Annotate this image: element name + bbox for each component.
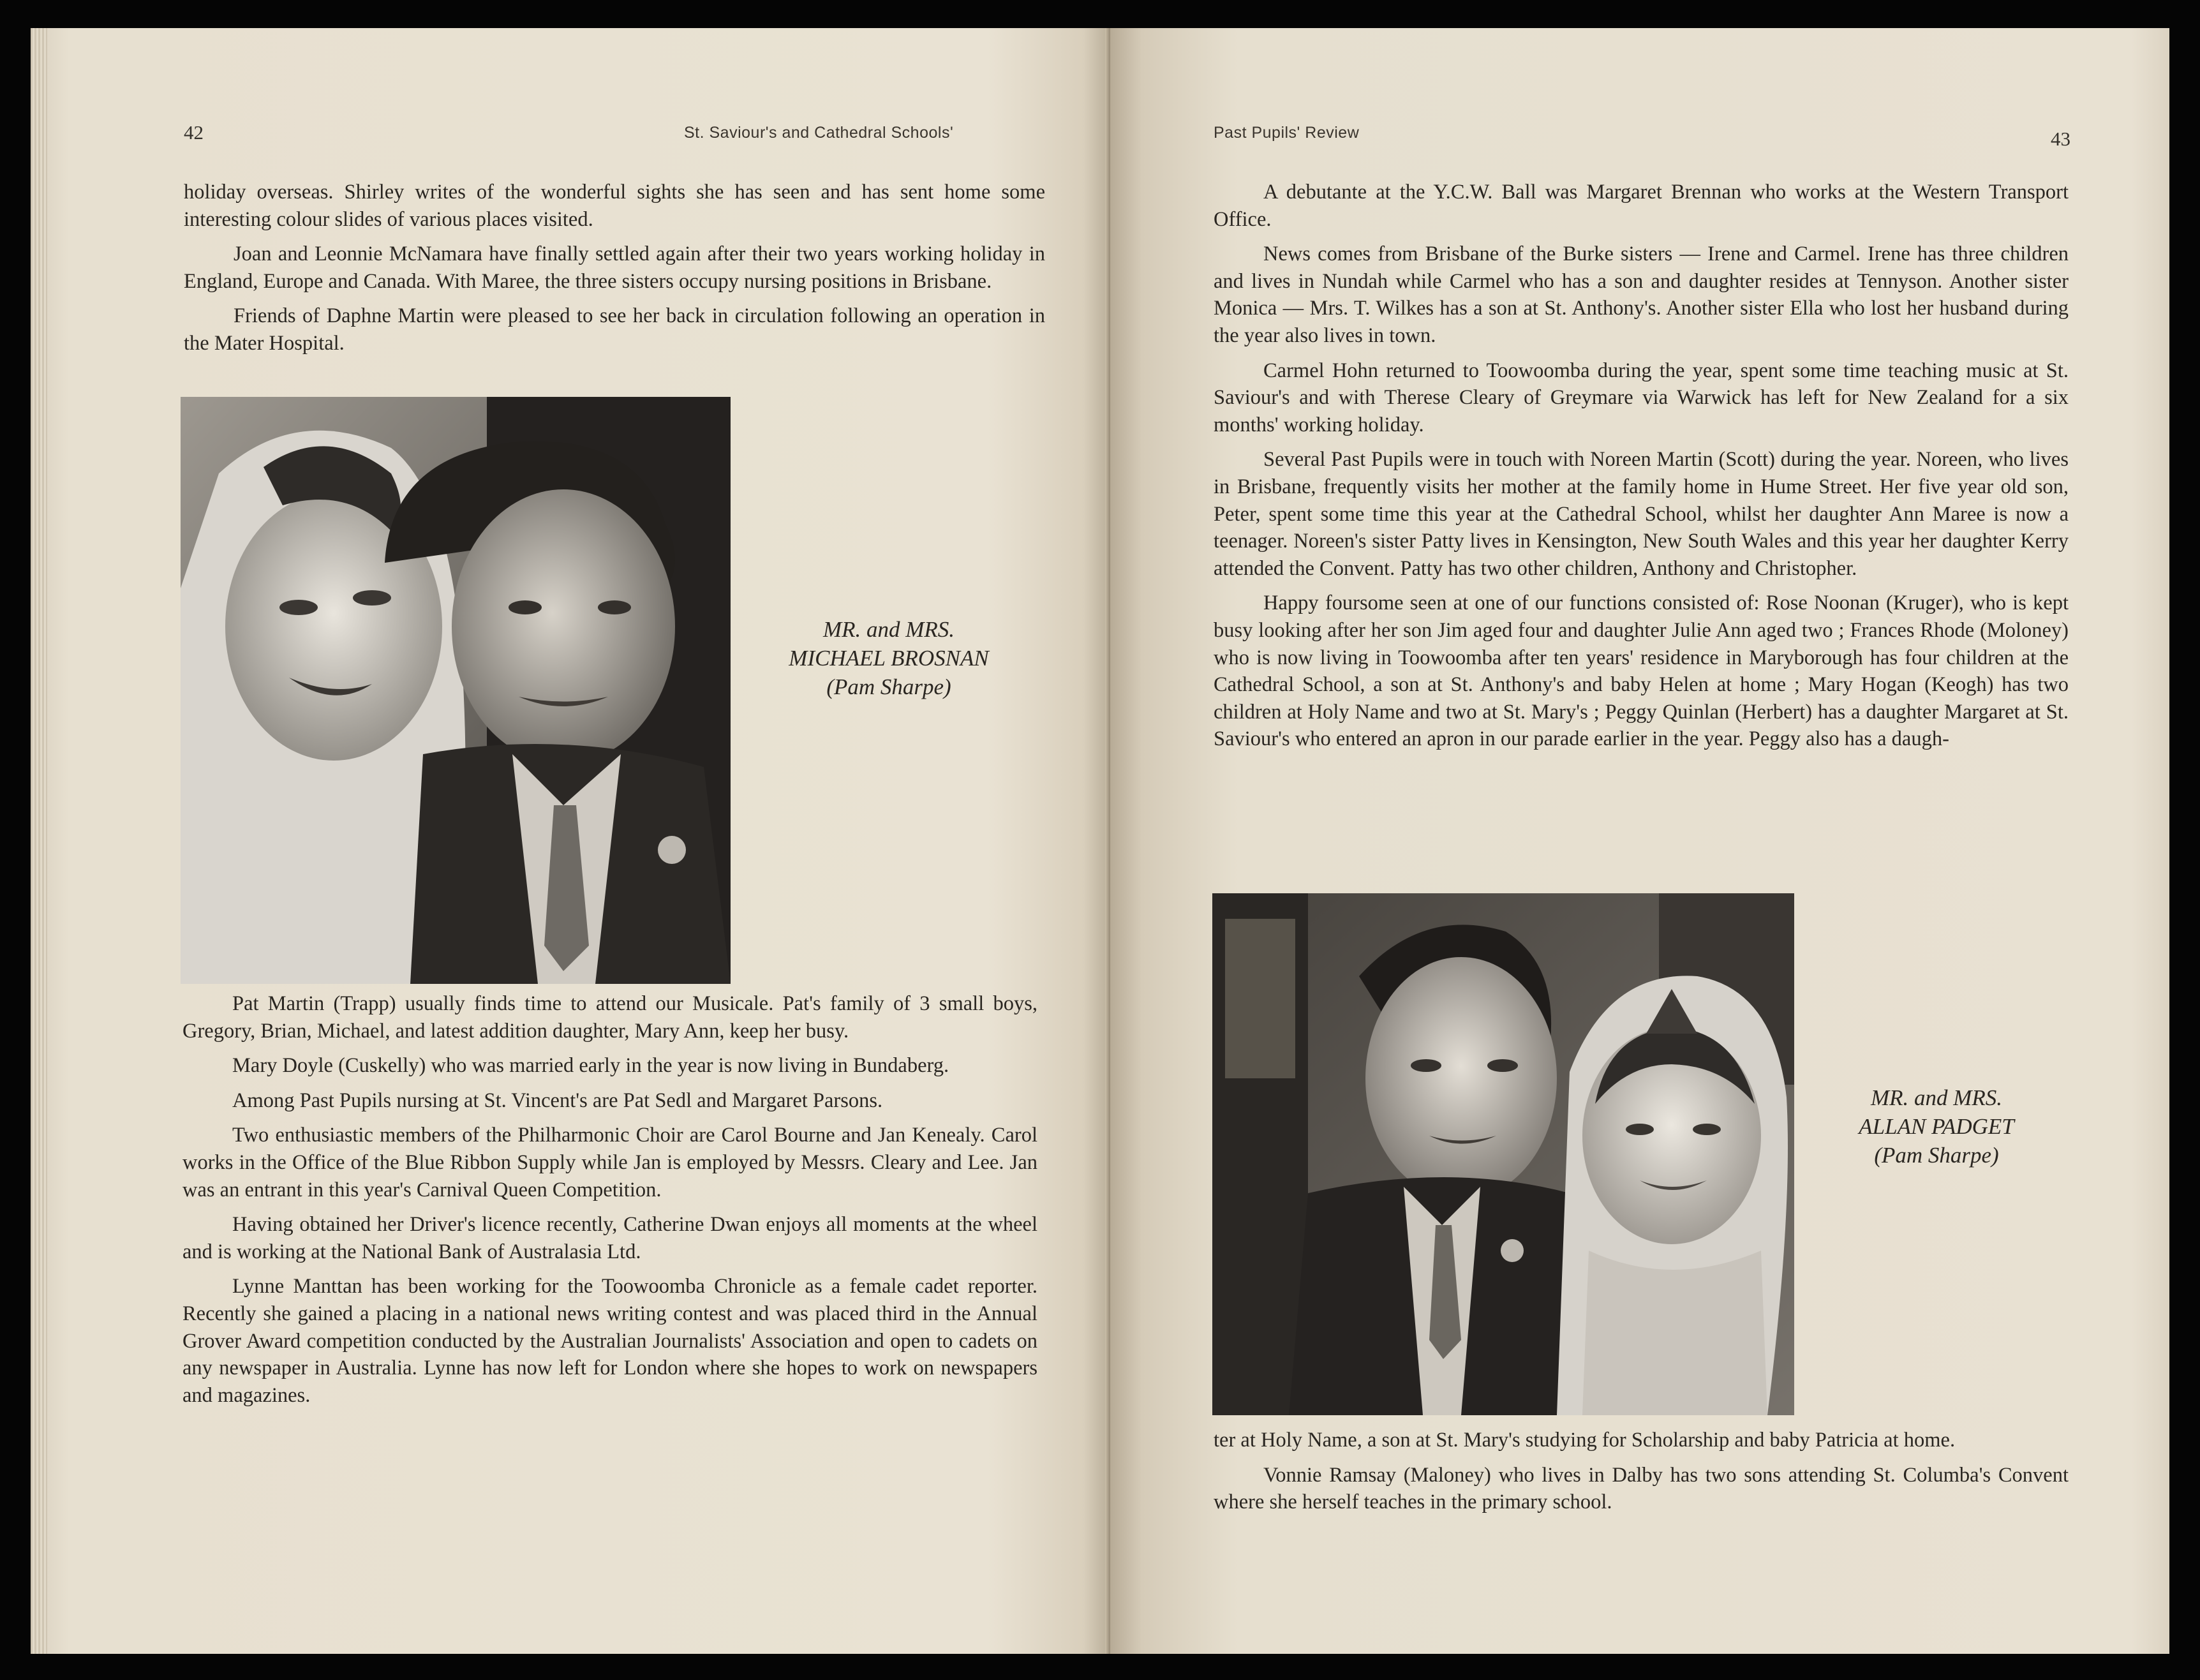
paragraph: Mary Doyle (Cuskelly) who was married early in the year is now living in Bundaberg. — [232, 1054, 949, 1078]
book-spread — [31, 28, 2169, 1654]
caption-line: MR. and MRS. — [822, 617, 955, 642]
paragraph: Two enthusiastic members of the Philharmonic Choir are Carol Bourne and Jan Kenealy. Carol works in the Office of the Blue Ribbon Supply while Jan is employed by Messrs. Cleary and Lee. Jan was an entrant in this year's Carnival Queen Competition. — [182, 1124, 1037, 1201]
photo-caption-brosnan — [736, 615, 1042, 701]
paragraph: Pat Martin (Trapp) usually finds time to attend our Musicale. Pat's family of 3 small boys, Gregory, Brian, Michael, and latest addition daughter, Mary Ann, keep her busy. — [182, 992, 1037, 1043]
running-head: Past Pupils' Review — [1214, 124, 1360, 142]
paragraph: A debutante at the Y.C.W. Ball was Margaret Brennan who works at the Western Transport Office. — [1214, 181, 2069, 231]
caption-line: (Pam Sharpe) — [826, 674, 951, 699]
caption-line: MICHAEL BROSNAN — [789, 646, 989, 671]
article-text-bottom — [182, 990, 1037, 1409]
article-text-bottom — [1214, 1427, 2069, 1516]
paragraph: Carmel Hohn returned to Toowoomba during the year, spent some time teaching music at St. Saviour's and with Therese Cleary of Greymare via Warwick has left for New Zealand for a six months' working holiday. — [1214, 359, 2069, 436]
left-page — [31, 28, 1110, 1654]
paragraph: Having obtained her Driver's licence recently, Catherine Dwan enjoys all moments at the wheel and is working at the National Bank of Australasia Ltd. — [182, 1213, 1037, 1263]
running-head: St. Saviour's and Cathedral Schools' — [684, 124, 954, 142]
paragraph: holiday overseas. Shirley writes of the wonderful sights she has seen and has sent home some interesting colour slides of various places visited. — [184, 181, 1045, 231]
paragraph: Friends of Daphne Martin were pleased to see her back in circulation following an operation in the Mater Hospital. — [184, 304, 1045, 355]
paragraph: Joan and Leonnie McNamara have finally settled again after their two years working holiday in England, Europe and Canada. With Maree, the three sisters occupy nursing positions in Brisbane. — [184, 242, 1045, 293]
caption-line: MR. and MRS. — [1870, 1085, 2003, 1110]
paragraph: News comes from Brisbane of the Burke sisters — Irene and Carmel. Irene has three children and lives in Nundah while Carmel who has a son and daughter resides at Tennyson. Another sister Monica — Mrs. T. Wilkes has a son at St. Anthony's. Another sister Ella who lost her husband during the year also lives in town. — [1214, 242, 2069, 347]
caption-line: (Pam Sharpe) — [1874, 1143, 1999, 1168]
paragraph: Among Past Pupils nursing at St. Vincent's are Pat Sedl and Margaret Parsons. — [232, 1089, 883, 1112]
page-number: 43 — [2051, 128, 2070, 150]
paragraph: Vonnie Ramsay (Maloney) who lives in Dalby has two sons attending St. Columba's Convent where she herself teaches in the primary school. — [1214, 1463, 2069, 1514]
photo-caption-padget — [1799, 1083, 2074, 1170]
caption-line: ALLAN PADGET — [1859, 1114, 2014, 1139]
paragraph: Happy foursome seen at one of our functions consisted of: Rose Noonan (Kruger), who is kept busy looking after her son Jim aged four and daughter Julie Ann aged two ; Frances Rhode (Moloney) who is now living in Toowoomba after ten years' residence in Maryborough has four children at the Cathedral School, a son at St. Anthony's and baby Helen at home ; Mary Hogan (Keogh) has two children at Holy Name and two at St. Mary's ; Peggy Quinlan (Herbert) has a daughter Margaret at St. Saviour's who entered an apron in our parade earlier in the year. Peggy also has a daugh- — [1214, 591, 2069, 751]
page-edges — [31, 28, 47, 1654]
right-page — [1110, 28, 2169, 1654]
wedding-photo-padget — [1212, 893, 1794, 1415]
page-number: 42 — [184, 121, 204, 144]
paragraph: Several Past Pupils were in touch with Noreen Martin (Scott) during the year. Noreen, who lives in Brisbane, frequently visits her mother at the family home in Hume Street. Her five year old son, Peter, spent some time this year at the Cathedral School, whilst her daughter Ann Maree is now a teenager. Noreen's sister Patty lives in Kensington, New South Wales and this year her daughter Kerry attended the Convent. Patty has two other children, Anthony and Christopher. — [1214, 448, 2069, 580]
article-text-top — [1214, 179, 2069, 753]
wedding-photo-brosnan — [181, 397, 731, 984]
paragraph: ter at Holy Name, a son at St. Mary's studying for Scholarship and baby Patricia at home. — [1214, 1429, 1956, 1452]
article-text-top — [184, 179, 1045, 357]
paragraph: Lynne Manttan has been working for the Toowoomba Chronicle as a female cadet reporter. Recently she gained a placing in a national news writing contest and was placed third in the Annual Grover Award competition conducted by the Australian Journalists' Association and open to cadets on any newspaper in Australia. Lynne has now left for London where she hopes to work on newspapers and magazines. — [182, 1275, 1037, 1407]
